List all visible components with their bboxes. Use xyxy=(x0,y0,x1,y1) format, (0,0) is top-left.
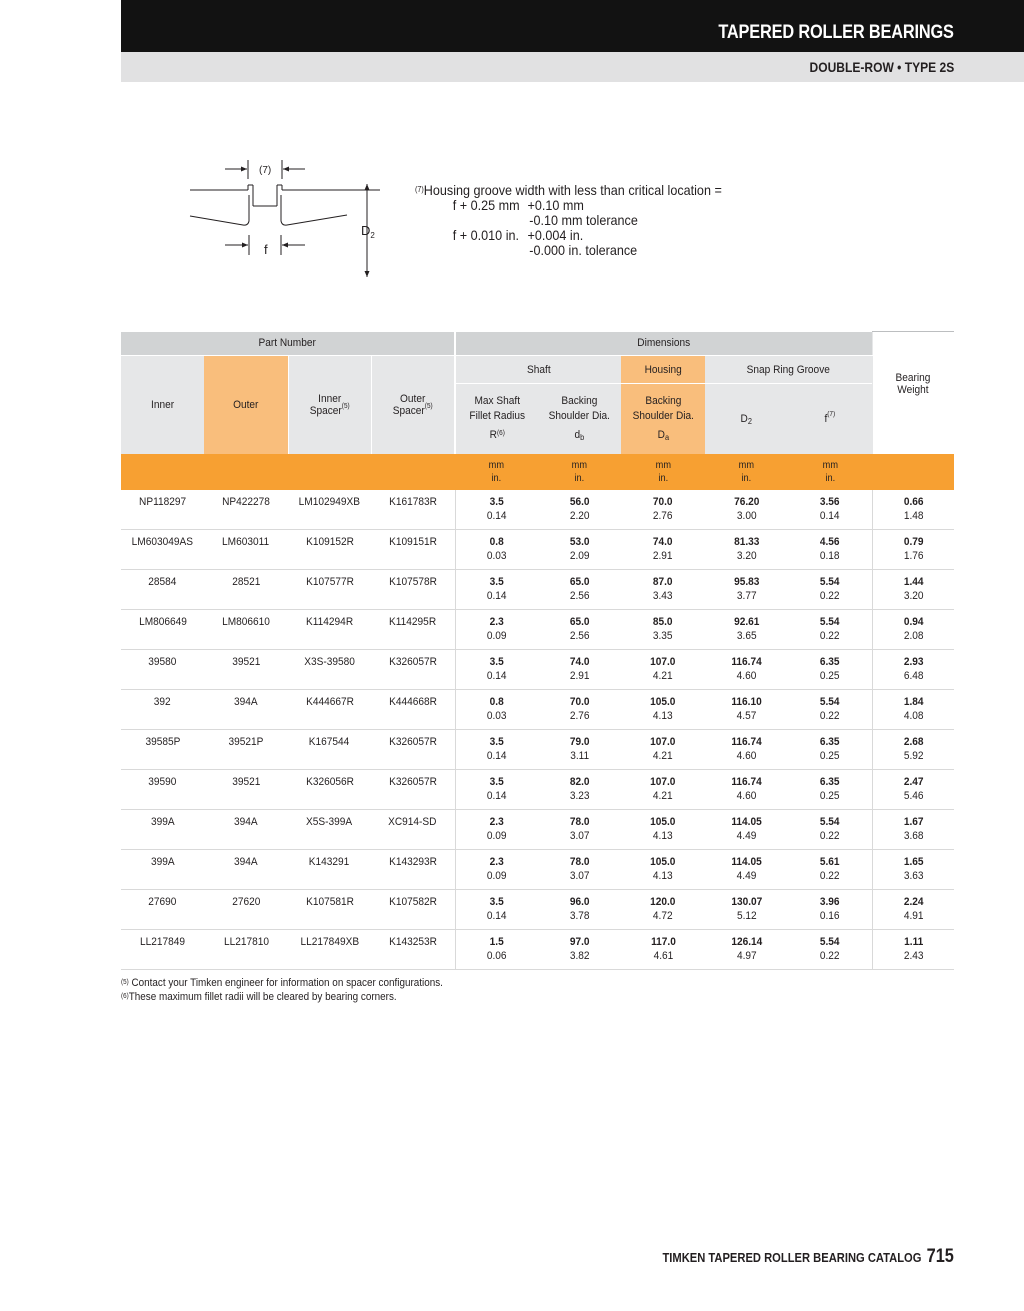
note-line1: Housing groove width with less than critical location = xyxy=(423,182,722,198)
cell-da: 74.0 2.91 xyxy=(621,530,705,570)
cell-d2: 116.10 4.57 xyxy=(705,690,788,730)
cell-r: 3.5 0.14 xyxy=(455,490,538,530)
cell-d2: 92.61 3.65 xyxy=(705,610,788,650)
cell-f: 5.54 0.22 xyxy=(788,570,872,610)
cell-f: 4.56 0.18 xyxy=(788,530,872,570)
note-in-plus: +0.004 in. xyxy=(527,227,584,243)
cell-ispacer: K326056R xyxy=(288,770,371,810)
table-row xyxy=(121,850,954,890)
cell-inner: 27690 xyxy=(121,890,204,930)
cell-f: 3.96 0.16 xyxy=(788,890,872,930)
diagram-label-groove: (7) xyxy=(259,165,272,176)
cell-outer: 394A xyxy=(204,810,288,850)
cell-da: 107.0 4.21 xyxy=(621,650,705,690)
note-in-base: f + 0.010 in. xyxy=(452,227,520,243)
cell-f: 6.35 0.25 xyxy=(788,770,872,810)
cell-outer: 394A xyxy=(204,690,288,730)
cell-d2: 95.83 3.77 xyxy=(705,570,788,610)
footnote-6: $^{(6)}$These maximum fillet radii will be cleared by bearing corners. xyxy=(121,991,397,1003)
cell-inner: 399A xyxy=(121,850,204,890)
header-snap-ring-groove: Snap Ring Groove xyxy=(705,356,872,384)
cell-da: 87.0 3.43 xyxy=(621,570,705,610)
header-inner-spacer: Inner Spacer$^{(5)}$ xyxy=(288,356,371,454)
footnote-5: $^{(5)}$ Contact your Timken engineer for information on spacer configurations. xyxy=(121,977,443,989)
header-max-shaft-fillet: Max Shaft Fillet Radius $R^{(6)}$ xyxy=(455,384,538,454)
cell-ispacer: K167544 xyxy=(288,730,371,770)
cell-d2: 130.07 5.12 xyxy=(705,890,788,930)
cell-d2: 126.14 4.97 xyxy=(705,930,788,970)
table-row xyxy=(121,810,954,850)
cell-da: 70.0 2.76 xyxy=(621,490,705,530)
cell-db: 79.0 3.11 xyxy=(538,730,621,770)
page-subtitle: DOUBLE-ROW • TYPE 2S xyxy=(809,59,954,75)
note-mm-base: f + 0.25 mm xyxy=(452,197,520,213)
cell-w: 1.11 2.43 xyxy=(872,930,954,970)
header-part-number: Part Number xyxy=(121,332,455,356)
header-bearing-weight: Bearing Weight xyxy=(872,332,954,454)
cell-ospacer: K161783R xyxy=(371,490,455,530)
cell-da: 107.0 4.21 xyxy=(621,770,705,810)
cell-w: 0.94 2.08 xyxy=(872,610,954,650)
cell-ispacer: K444667R xyxy=(288,690,371,730)
table-row xyxy=(121,530,954,570)
cell-f: 5.54 0.22 xyxy=(788,930,872,970)
table-row xyxy=(121,930,954,970)
page-title: TAPERED ROLLER BEARINGS xyxy=(718,22,954,43)
note-mm-minus: -0.10 mm tolerance xyxy=(529,212,638,228)
cell-db: 96.0 3.78 xyxy=(538,890,621,930)
cell-w: 1.84 4.08 xyxy=(872,690,954,730)
header-bar xyxy=(121,0,1024,52)
note-in-minus: -0.000 in. tolerance xyxy=(529,242,638,258)
cell-r: 0.8 0.03 xyxy=(455,690,538,730)
header-f: $f^{(7)}$ xyxy=(788,384,872,454)
header-inner: Inner xyxy=(121,356,204,454)
header-outer-spacer: Outer Spacer$^{(5)}$ xyxy=(371,356,455,454)
table-row xyxy=(121,610,954,650)
cell-w: 2.68 5.92 xyxy=(872,730,954,770)
cell-db: 78.0 3.07 xyxy=(538,850,621,890)
cell-db: 65.0 2.56 xyxy=(538,570,621,610)
cell-outer: 39521 xyxy=(204,650,288,690)
cell-inner: 39580 xyxy=(121,650,204,690)
cell-w: 1.67 3.68 xyxy=(872,810,954,850)
cell-db: 82.0 3.23 xyxy=(538,770,621,810)
cell-d2: 116.74 4.60 xyxy=(705,650,788,690)
cell-f: 6.35 0.25 xyxy=(788,650,872,690)
cell-ispacer: K107581R xyxy=(288,890,371,930)
cell-d2: 81.33 3.20 xyxy=(705,530,788,570)
cell-db: 56.0 2.20 xyxy=(538,490,621,530)
cell-ispacer: K109152R xyxy=(288,530,371,570)
bearing-spec-table xyxy=(121,331,954,970)
cell-r: 3.5 0.14 xyxy=(455,570,538,610)
cell-inner: NP118297 xyxy=(121,490,204,530)
unit-f: mm in. xyxy=(822,459,838,484)
cell-ispacer: K107577R xyxy=(288,570,371,610)
unit-r: mm in. xyxy=(488,459,505,484)
cell-r: 3.5 0.14 xyxy=(455,890,538,930)
cell-inner: 392 xyxy=(121,690,204,730)
cell-ospacer: K114295R xyxy=(371,610,455,650)
cell-w: 2.93 6.48 xyxy=(872,650,954,690)
cell-inner: LM603049AS xyxy=(121,530,204,570)
cell-r: 2.3 0.09 xyxy=(455,610,538,650)
cell-w: 2.24 4.91 xyxy=(872,890,954,930)
table-row xyxy=(121,690,954,730)
header-housing: Housing xyxy=(621,356,705,384)
cell-r: 1.5 0.06 xyxy=(455,930,538,970)
cell-da: 107.0 4.21 xyxy=(621,730,705,770)
units-row xyxy=(121,454,954,490)
subheader-bar xyxy=(121,52,1024,82)
cell-ospacer: K444668R xyxy=(371,690,455,730)
cell-w: 0.79 1.76 xyxy=(872,530,954,570)
cell-outer: LM603011 xyxy=(204,530,288,570)
cell-r: 0.8 0.03 xyxy=(455,530,538,570)
cell-outer: LL217810 xyxy=(204,930,288,970)
cell-da: 105.0 4.13 xyxy=(621,810,705,850)
cell-outer: LM806610 xyxy=(204,610,288,650)
cell-d2: 116.74 4.60 xyxy=(705,730,788,770)
cell-inner: 39585P xyxy=(121,730,204,770)
unit-d2: mm in. xyxy=(738,459,755,484)
cell-f: 5.54 0.22 xyxy=(788,810,872,850)
cell-da: 105.0 4.13 xyxy=(621,850,705,890)
cell-ispacer: K143291 xyxy=(288,850,371,890)
cell-outer: 39521P xyxy=(204,730,288,770)
cell-da: 117.0 4.61 xyxy=(621,930,705,970)
cell-r: 3.5 0.14 xyxy=(455,730,538,770)
cell-outer: NP422278 xyxy=(204,490,288,530)
diagram-label-f: f xyxy=(264,242,268,257)
cell-w: 0.66 1.48 xyxy=(872,490,954,530)
cell-ospacer: K107582R xyxy=(371,890,455,930)
cell-ispacer: LM102949XB xyxy=(288,490,371,530)
cell-ispacer: K114294R xyxy=(288,610,371,650)
cell-inner: LL217849 xyxy=(121,930,204,970)
cell-ospacer: XC914-SD xyxy=(371,810,455,850)
unit-db: mm in. xyxy=(571,459,588,484)
cell-inner: 399A xyxy=(121,810,204,850)
cell-f: 5.54 0.22 xyxy=(788,690,872,730)
cell-w: 1.44 3.20 xyxy=(872,570,954,610)
cell-da: 105.0 4.13 xyxy=(621,690,705,730)
cell-db: 65.0 2.56 xyxy=(538,610,621,650)
cell-w: 2.47 5.46 xyxy=(872,770,954,810)
diagram-label-d2: $D_2$ xyxy=(361,223,375,240)
header-shaft: Shaft xyxy=(455,356,621,384)
cell-f: 6.35 0.25 xyxy=(788,730,872,770)
header-housing-backing-dia: Backing Shoulder Dia. $D_a$ xyxy=(621,384,705,454)
cell-da: 85.0 3.35 xyxy=(621,610,705,650)
cell-f: 3.56 0.14 xyxy=(788,490,872,530)
cell-inner: 39590 xyxy=(121,770,204,810)
cell-ospacer: K109151R xyxy=(371,530,455,570)
cell-da: 120.0 4.72 xyxy=(621,890,705,930)
cell-outer: 28521 xyxy=(204,570,288,610)
table-row xyxy=(121,490,954,530)
cell-outer: 27620 xyxy=(204,890,288,930)
header-dimensions: Dimensions xyxy=(455,332,872,356)
cell-db: 74.0 2.91 xyxy=(538,650,621,690)
cell-d2: 114.05 4.49 xyxy=(705,810,788,850)
header-outer: Outer xyxy=(204,356,288,454)
cell-ospacer: K326057R xyxy=(371,730,455,770)
page-number: 715 xyxy=(926,1246,954,1267)
cell-db: 70.0 2.76 xyxy=(538,690,621,730)
table-footnotes xyxy=(121,976,443,1004)
cell-d2: 116.74 4.60 xyxy=(705,770,788,810)
cell-outer: 394A xyxy=(204,850,288,890)
catalog-name: TIMKEN TAPERED ROLLER BEARING CATALOG xyxy=(662,1250,922,1265)
cell-w: 1.65 3.63 xyxy=(872,850,954,890)
cell-ispacer: LL217849XB xyxy=(288,930,371,970)
cell-r: 2.3 0.09 xyxy=(455,850,538,890)
unit-da: mm in. xyxy=(655,459,671,484)
table-row xyxy=(121,730,954,770)
cell-f: 5.61 0.22 xyxy=(788,850,872,890)
cell-db: 97.0 3.82 xyxy=(538,930,621,970)
cell-d2: 76.20 3.00 xyxy=(705,490,788,530)
cell-f: 5.54 0.22 xyxy=(788,610,872,650)
table-row xyxy=(121,570,954,610)
note-mm-plus: +0.10 mm xyxy=(527,197,584,213)
cell-outer: 39521 xyxy=(204,770,288,810)
cell-db: 53.0 2.09 xyxy=(538,530,621,570)
cell-ospacer: K143253R xyxy=(371,930,455,970)
groove-diagram xyxy=(185,155,410,285)
cell-inner: 28584 xyxy=(121,570,204,610)
cell-ospacer: K326057R xyxy=(371,650,455,690)
page-footer xyxy=(663,1246,954,1268)
cell-r: 2.3 0.09 xyxy=(455,810,538,850)
cell-r: 3.5 0.14 xyxy=(455,770,538,810)
cell-d2: 114.05 4.49 xyxy=(705,850,788,890)
table-row xyxy=(121,650,954,690)
table-row xyxy=(121,890,954,930)
cell-ospacer: K107578R xyxy=(371,570,455,610)
cell-r: 3.5 0.14 xyxy=(455,650,538,690)
table-row xyxy=(121,770,954,810)
cell-ospacer: K326057R xyxy=(371,770,455,810)
cell-ispacer: X3S-39580 xyxy=(288,650,371,690)
cell-inner: LM806649 xyxy=(121,610,204,650)
header-shaft-backing-dia: Backing Shoulder Dia. $d_b$ xyxy=(538,384,621,454)
header-d2: $D_2$ xyxy=(705,384,788,454)
cell-db: 78.0 3.07 xyxy=(538,810,621,850)
cell-ispacer: X5S-399A xyxy=(288,810,371,850)
cell-ospacer: K143293R xyxy=(371,850,455,890)
note-marker: (7) xyxy=(415,185,424,194)
